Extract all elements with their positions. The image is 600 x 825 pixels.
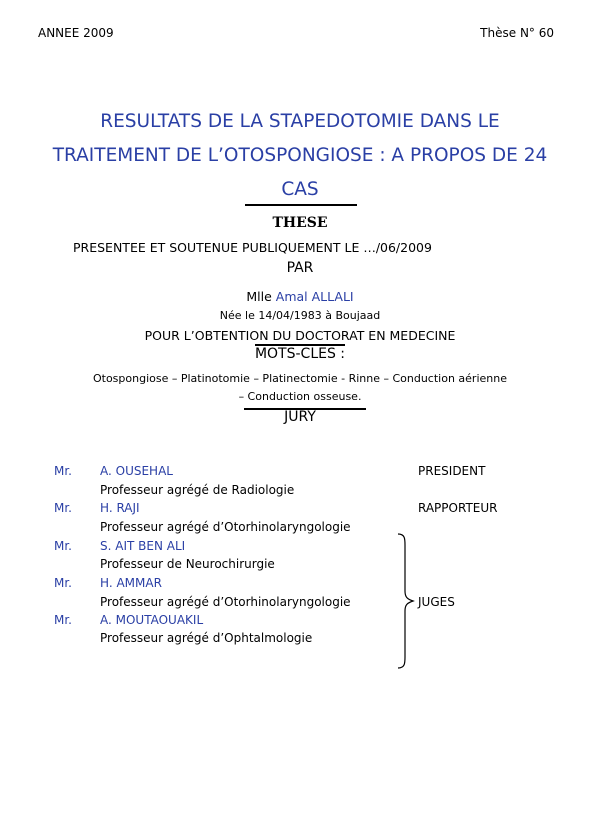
keywords-line-1: Otospongiose – Platinotomie – Platinectomie - Rinne – Conduction aérienne <box>92 372 507 385</box>
year-label: ANNEE 2009 <box>38 26 114 40</box>
par-label: PAR <box>286 260 314 276</box>
jury-role: Professeur agrégé d’Otorhinolaryngologie <box>100 595 351 609</box>
jury-label: JURY <box>284 409 316 425</box>
keywords-line-2: – Conduction osseuse. <box>238 390 362 403</box>
title-divider <box>245 204 357 206</box>
jury-title: Mr. <box>54 464 72 478</box>
jury-function: RAPPORTEUR <box>418 501 498 515</box>
jury-role: Professeur agrégé d’Otorhinolaryngologie <box>100 520 351 534</box>
jury-role: Professeur agrégé de Radiologie <box>100 483 295 497</box>
presented-line: PRESENTEE ET SOUTENUE PUBLIQUEMENT LE …/06/2009 <box>73 240 432 255</box>
jury-name: H. AMMAR <box>100 576 162 590</box>
jury-title: Mr. <box>54 613 72 627</box>
birth-line: Née le 14/04/1983 à Boujaad <box>219 309 381 322</box>
juges-label: JUGES <box>418 595 455 609</box>
keywords-heading <box>0 344 600 362</box>
jury-title: Mr. <box>54 501 72 515</box>
jury-role: Professeur de Neurochirurgie <box>100 557 275 571</box>
author-line <box>0 289 600 304</box>
these-label: THESE <box>272 215 328 231</box>
jury-name: A. MOUTAOUAKIL <box>100 613 204 627</box>
jury-name: A. OUSEHAL <box>100 464 173 478</box>
thesis-title: RESULTATS DE LA STAPEDOTOMIE DANS LE TRAITEMENT DE L’OTOSPONGIOSE : A PROPOS DE 24 CAS <box>52 111 548 200</box>
degree-line: POUR L’OBTENTION DU DOCTORAT EN MEDECINE <box>144 328 456 343</box>
thesis-number: Thèse N° 60 <box>480 26 554 40</box>
keywords-label: MOTS-CLES : <box>254 346 346 362</box>
jury-name: S. AIT BEN ALI <box>100 539 186 553</box>
right-brace-icon <box>397 533 419 669</box>
jury-role: Professeur agrégé d’Ophtalmologie <box>100 631 313 645</box>
jury-title: Mr. <box>54 539 72 553</box>
jury-title: Mr. <box>54 576 72 590</box>
author-prefix: Mlle <box>246 289 272 304</box>
jury-name: H. RAJI <box>100 501 140 515</box>
jury-function: PRESIDENT <box>418 464 486 478</box>
author-name: Amal ALLALI <box>275 289 354 304</box>
